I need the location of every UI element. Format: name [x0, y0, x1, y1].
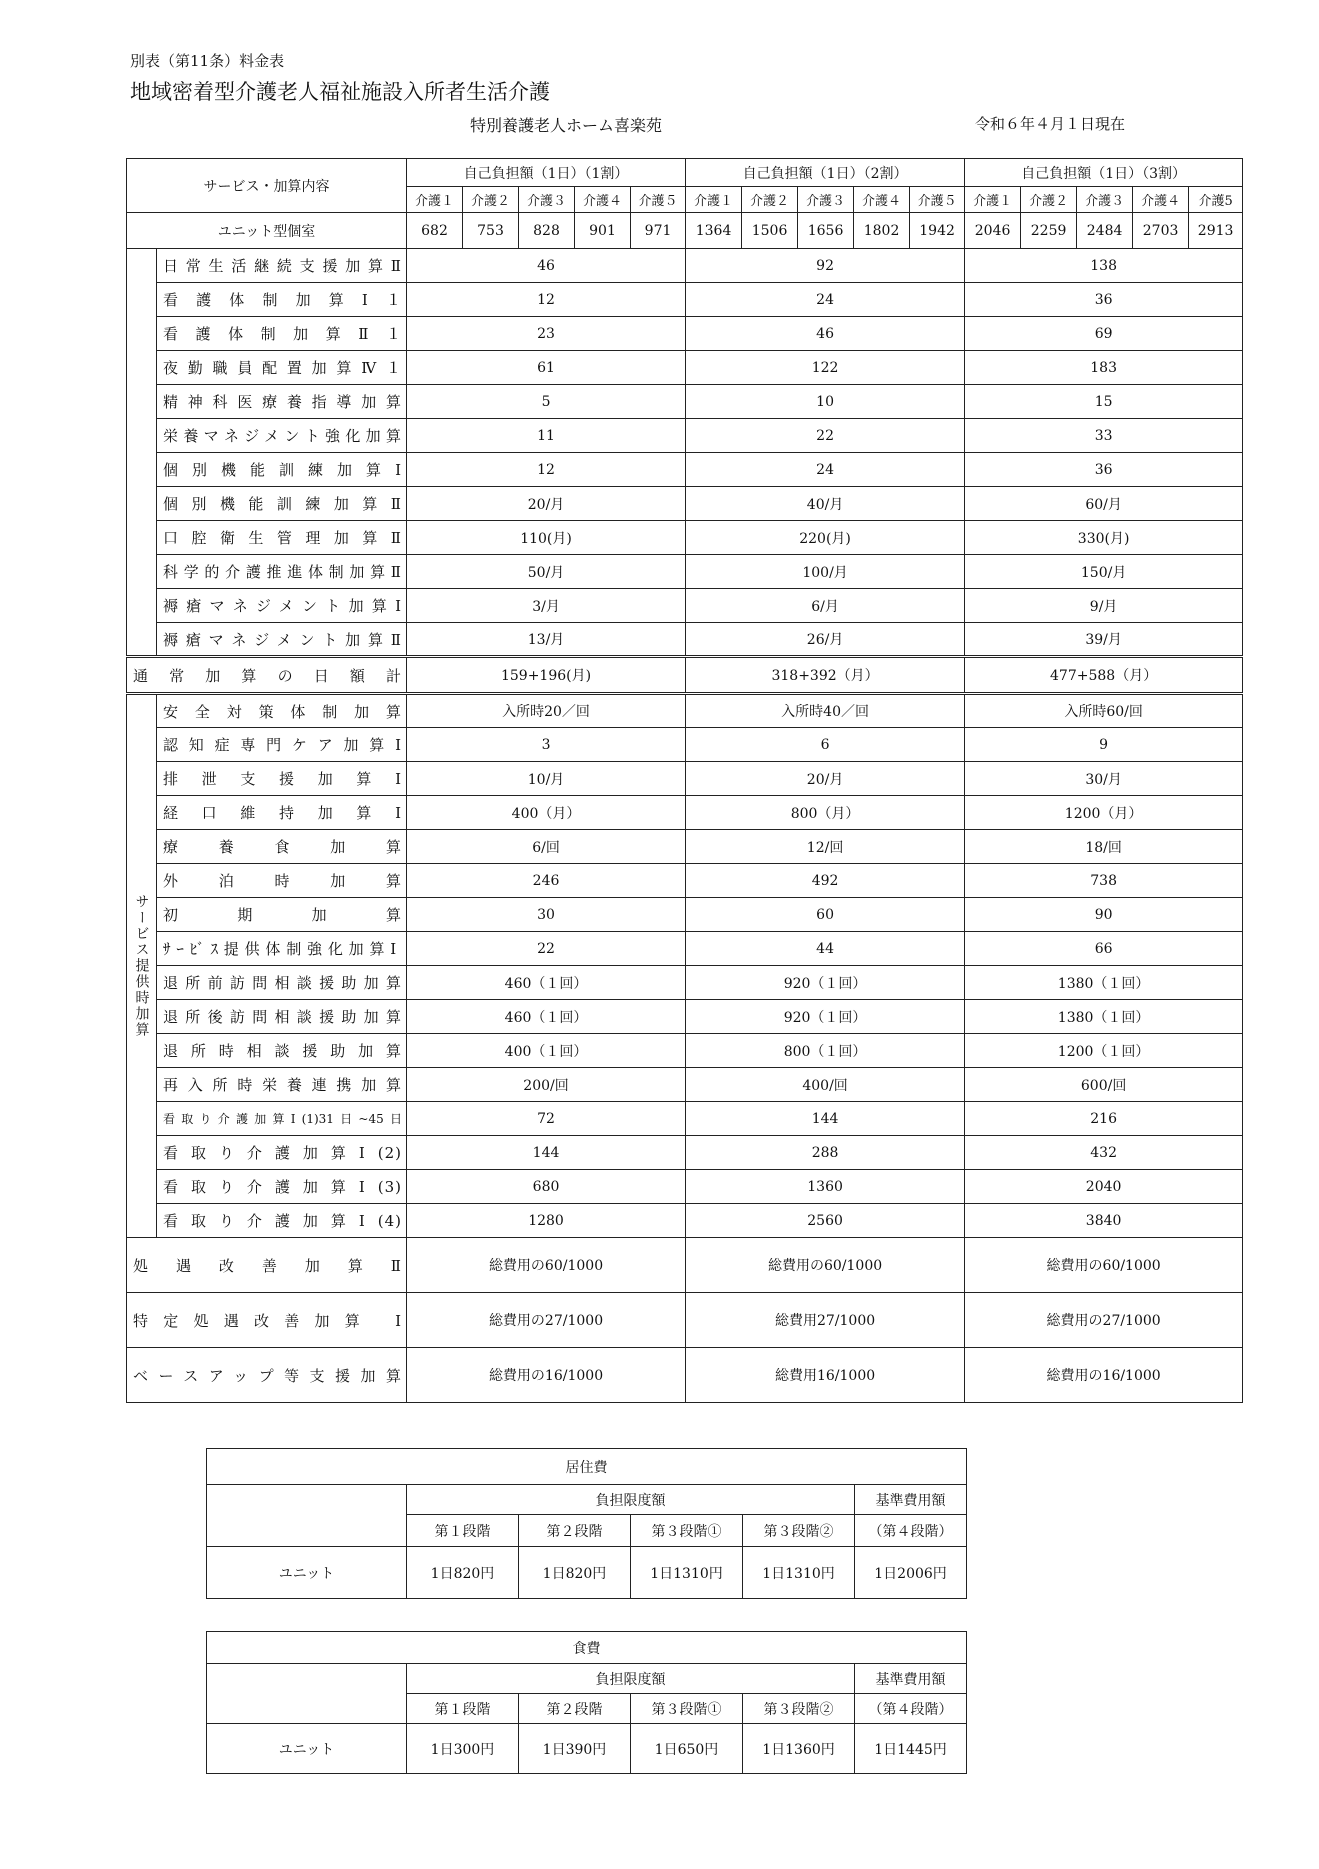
service-item-label: ｻｰﾋﾞｽ提供体制強化加算Ⅰ: [157, 932, 407, 966]
service-item-value: 3840: [965, 1204, 1243, 1238]
service-item-label: 看取り介護加算Ⅰ(1)31日~45日: [157, 1102, 407, 1136]
daily-item-label: 口腔衛生管理加算Ⅱ: [157, 521, 407, 555]
copay-group-header: 自己負担額（1日）（3割）: [965, 159, 1243, 187]
food-value: 1日1445円: [855, 1724, 967, 1774]
daily-item-value: 5: [407, 385, 686, 419]
service-item-value: 920（１回）: [686, 1000, 965, 1034]
daily-item-value: 150/月: [965, 555, 1243, 589]
food-stage: 第２段階: [519, 1694, 631, 1724]
unit-room-value: 901: [575, 213, 631, 249]
residence-value: 1日1310円: [743, 1547, 855, 1599]
unit-room-value: 1364: [686, 213, 742, 249]
unit-room-value: 2913: [1189, 213, 1243, 249]
daily-total-value: 477+588（月）: [965, 657, 1243, 694]
service-item-value: 400（１回）: [407, 1034, 686, 1068]
service-item-value: 460（１回）: [407, 1000, 686, 1034]
service-item-value: 1200（月）: [965, 796, 1243, 830]
service-header: サービス・加算内容: [127, 159, 407, 213]
unit-room-label: ユニット型個室: [127, 213, 407, 249]
residence-value: 1日820円: [519, 1547, 631, 1599]
service-item-value: 432: [965, 1136, 1243, 1170]
daily-item-label: 科学的介護推進体制加算Ⅱ: [157, 555, 407, 589]
service-item-value: 3: [407, 728, 686, 762]
service-item-value: 2040: [965, 1170, 1243, 1204]
daily-item-value: 13/月: [407, 623, 686, 657]
daily-item-value: 100/月: [686, 555, 965, 589]
service-item-label: 経口維持加算Ⅰ: [157, 796, 407, 830]
daily-item-value: 23: [407, 317, 686, 351]
daily-item-label: 看護体制加算Ⅱ１: [157, 317, 407, 351]
service-item-value: 2560: [686, 1204, 965, 1238]
daily-item-label: 日常生活継続支援加算Ⅱ: [157, 249, 407, 283]
daily-item-value: 92: [686, 249, 965, 283]
annex-note: 別表（第11条）料金表: [130, 52, 285, 70]
daily-item-value: 12: [407, 283, 686, 317]
service-item-value: 600/回: [965, 1068, 1243, 1102]
daily-item-label: 夜勤職員配置加算Ⅳ１: [157, 351, 407, 385]
unit-room-value: 2046: [965, 213, 1021, 249]
care-level-header: 介護5: [1189, 187, 1243, 213]
unit-room-value: 1656: [798, 213, 854, 249]
residence-stage: 第２段階: [519, 1515, 631, 1547]
unit-room-value: 753: [463, 213, 519, 249]
unit-room-value: 2703: [1133, 213, 1189, 249]
care-level-header: 介護２: [742, 187, 798, 213]
care-level-header: 介護１: [965, 187, 1021, 213]
service-item-value: 44: [686, 932, 965, 966]
daily-total-value: 318+392（月）: [686, 657, 965, 694]
daily-item-value: 40/月: [686, 487, 965, 521]
residence-stage: 第３段階②: [743, 1515, 855, 1547]
daily-item-value: 3/月: [407, 589, 686, 623]
improvement-item-value: 総費用の60/1000: [407, 1238, 686, 1293]
residence-stage: 第１段階: [407, 1515, 519, 1547]
care-level-header: 介護３: [519, 187, 575, 213]
food-stage: 第１段階: [407, 1694, 519, 1724]
service-item-value: 30: [407, 898, 686, 932]
service-item-value: 144: [686, 1102, 965, 1136]
service-item-value: 1360: [686, 1170, 965, 1204]
food-value: 1日650円: [631, 1724, 743, 1774]
daily-item-value: 12: [407, 453, 686, 487]
document-title: 地域密着型介護老人福祉施設入所者生活介護: [130, 80, 550, 104]
daily-item-value: 183: [965, 351, 1243, 385]
service-item-value: 800（１回）: [686, 1034, 965, 1068]
service-item-value: 738: [965, 864, 1243, 898]
daily-item-value: 330(月): [965, 521, 1243, 555]
daily-item-value: 61: [407, 351, 686, 385]
improvement-item-value: 総費用の16/1000: [407, 1348, 686, 1403]
daily-item-label: 個別機能訓練加算Ⅱ: [157, 487, 407, 521]
food-limit-header: 負担限度額: [407, 1664, 855, 1694]
care-level-header: 介護５: [910, 187, 965, 213]
service-item-label: 看取り介護加算Ⅰ(4): [157, 1204, 407, 1238]
food-value: 1日1360円: [743, 1724, 855, 1774]
food-title: 食費: [207, 1632, 967, 1664]
care-level-header: 介護４: [1133, 187, 1189, 213]
service-item-value: 1380（１回）: [965, 1000, 1243, 1034]
unit-room-value: 1942: [910, 213, 965, 249]
service-item-value: 30/月: [965, 762, 1243, 796]
food-cost-table: [206, 1631, 967, 1774]
unit-room-value: 828: [519, 213, 575, 249]
daily-item-value: 50/月: [407, 555, 686, 589]
service-item-value: 920（１回）: [686, 966, 965, 1000]
service-item-value: 400（月）: [407, 796, 686, 830]
service-item-value: 10/月: [407, 762, 686, 796]
daily-item-value: 24: [686, 283, 965, 317]
daily-item-value: 24: [686, 453, 965, 487]
service-item-value: 460（１回）: [407, 966, 686, 1000]
service-item-value: 20/月: [686, 762, 965, 796]
daily-item-label: 褥瘡マネジメント加算Ⅰ: [157, 589, 407, 623]
service-item-value: 72: [407, 1102, 686, 1136]
improvement-item-value: 総費用の16/1000: [965, 1348, 1243, 1403]
daily-item-label: 精神科医療養指導加算: [157, 385, 407, 419]
service-item-value: 680: [407, 1170, 686, 1204]
daily-item-value: 60/月: [965, 487, 1243, 521]
copay-group-header: 自己負担額（1日）（1割）: [407, 159, 686, 187]
improvement-item-label: 特定処遇改善加算 Ⅰ: [127, 1293, 407, 1348]
food-blank-cell: [207, 1664, 407, 1724]
copay-group-header: 自己負担額（1日）（2割）: [686, 159, 965, 187]
food-row-label: ユニット: [207, 1724, 407, 1774]
daily-item-value: 11: [407, 419, 686, 453]
service-item-value: 6/回: [407, 830, 686, 864]
residence-value: 1日2006円: [855, 1547, 967, 1599]
service-item-label: 退所前訪問相談援助加算: [157, 966, 407, 1000]
service-item-label: 外泊時加算: [157, 864, 407, 898]
daily-item-value: 9/月: [965, 589, 1243, 623]
daily-group-blank: [127, 249, 157, 657]
service-item-value: 66: [965, 932, 1243, 966]
fee-table: [126, 158, 1243, 1403]
service-item-value: 12/回: [686, 830, 965, 864]
residence-title: 居住費: [207, 1449, 967, 1485]
service-item-label: 安全対策体制加算: [157, 694, 407, 728]
care-level-header: 介護１: [407, 187, 463, 213]
care-level-header: 介護２: [1021, 187, 1077, 213]
care-level-header: 介護４: [854, 187, 910, 213]
residence-value: 1日1310円: [631, 1547, 743, 1599]
improvement-item-label: 処遇改善加算Ⅱ: [127, 1238, 407, 1293]
effective-date: 令和６年４月１日現在: [975, 115, 1126, 133]
food-stage: 第３段階①: [631, 1694, 743, 1724]
daily-item-value: 69: [965, 317, 1243, 351]
unit-room-value: 2484: [1077, 213, 1133, 249]
residence-stage: （第４段階）: [855, 1515, 967, 1547]
service-item-value: 144: [407, 1136, 686, 1170]
improvement-item-label: ベースアップ等支援加算: [127, 1348, 407, 1403]
improvement-item-value: 総費用の60/1000: [686, 1238, 965, 1293]
daily-item-label: 栄養マネジメント強化加算: [157, 419, 407, 453]
residence-standard-header: 基準費用額: [855, 1485, 967, 1515]
service-item-label: 再入所時栄養連携加算: [157, 1068, 407, 1102]
residence-cost-table: [206, 1448, 967, 1599]
service-item-value: 1380（１回）: [965, 966, 1243, 1000]
food-value: 1日300円: [407, 1724, 519, 1774]
care-level-header: 介護５: [631, 187, 686, 213]
daily-item-value: 26/月: [686, 623, 965, 657]
service-item-value: 入所時20／回: [407, 694, 686, 728]
daily-total-value: 159+196(月): [407, 657, 686, 694]
unit-room-value: 1506: [742, 213, 798, 249]
improvement-item-value: 総費用27/1000: [686, 1293, 965, 1348]
residence-value: 1日820円: [407, 1547, 519, 1599]
service-item-value: 6: [686, 728, 965, 762]
food-value: 1日390円: [519, 1724, 631, 1774]
service-item-value: 216: [965, 1102, 1243, 1136]
daily-item-value: 110(月): [407, 521, 686, 555]
service-item-value: 800（月）: [686, 796, 965, 830]
service-item-value: 22: [407, 932, 686, 966]
daily-item-value: 6/月: [686, 589, 965, 623]
unit-room-value: 971: [631, 213, 686, 249]
unit-room-value: 2259: [1021, 213, 1077, 249]
food-standard-header: 基準費用額: [855, 1664, 967, 1694]
care-level-header: 介護１: [686, 187, 742, 213]
daily-item-value: 10: [686, 385, 965, 419]
residence-row-label: ユニット: [207, 1547, 407, 1599]
daily-item-value: 220(月): [686, 521, 965, 555]
daily-item-value: 22: [686, 419, 965, 453]
service-item-label: 退所時相談援助加算: [157, 1034, 407, 1068]
food-stage: 第３段階②: [743, 1694, 855, 1724]
daily-item-label: 褥瘡マネジメント加算Ⅱ: [157, 623, 407, 657]
service-item-value: 1280: [407, 1204, 686, 1238]
service-item-label: 認知症専門ケア加算Ⅰ: [157, 728, 407, 762]
care-level-header: 介護３: [1077, 187, 1133, 213]
service-item-value: 246: [407, 864, 686, 898]
improvement-item-value: 総費用の27/1000: [407, 1293, 686, 1348]
daily-item-label: 看護体制加算Ⅰ１: [157, 283, 407, 317]
daily-item-value: 46: [407, 249, 686, 283]
service-item-label: 初期加算: [157, 898, 407, 932]
daily-item-value: 46: [686, 317, 965, 351]
unit-room-value: 1802: [854, 213, 910, 249]
daily-item-value: 36: [965, 283, 1243, 317]
service-item-value: 1200（１回）: [965, 1034, 1243, 1068]
care-level-header: 介護２: [463, 187, 519, 213]
service-item-value: 90: [965, 898, 1243, 932]
service-item-value: 400/回: [686, 1068, 965, 1102]
daily-item-value: 15: [965, 385, 1243, 419]
service-item-label: 看取り介護加算Ⅰ(2): [157, 1136, 407, 1170]
residence-limit-header: 負担限度額: [407, 1485, 855, 1515]
service-item-value: 492: [686, 864, 965, 898]
service-item-label: 看取り介護加算Ⅰ(3): [157, 1170, 407, 1204]
improvement-item-value: 総費用の27/1000: [965, 1293, 1243, 1348]
service-item-value: 60: [686, 898, 965, 932]
daily-item-value: 36: [965, 453, 1243, 487]
service-item-value: 入所時60/回: [965, 694, 1243, 728]
residence-stage: 第３段階①: [631, 1515, 743, 1547]
daily-item-value: 122: [686, 351, 965, 385]
service-item-value: 9: [965, 728, 1243, 762]
daily-item-value: 33: [965, 419, 1243, 453]
unit-room-value: 682: [407, 213, 463, 249]
food-stage: （第４段階）: [855, 1694, 967, 1724]
care-level-header: 介護３: [798, 187, 854, 213]
service-item-value: 288: [686, 1136, 965, 1170]
service-item-value: 18/回: [965, 830, 1243, 864]
daily-item-label: 個別機能訓練加算Ⅰ: [157, 453, 407, 487]
daily-item-value: 20/月: [407, 487, 686, 521]
service-item-label: 排泄支援加算Ⅰ: [157, 762, 407, 796]
facility-name: 特別養護老人ホーム喜楽苑: [470, 116, 663, 135]
care-level-header: 介護４: [575, 187, 631, 213]
improvement-item-value: 総費用の60/1000: [965, 1238, 1243, 1293]
daily-item-value: 39/月: [965, 623, 1243, 657]
service-item-value: 入所時40／回: [686, 694, 965, 728]
daily-item-value: 138: [965, 249, 1243, 283]
service-item-label: 退所後訪問相談援助加算: [157, 1000, 407, 1034]
improvement-item-value: 総費用16/1000: [686, 1348, 965, 1403]
service-item-value: 200/回: [407, 1068, 686, 1102]
residence-blank-cell: [207, 1485, 407, 1547]
service-item-label: 療養食加算: [157, 830, 407, 864]
daily-total-label: 通常加算の日額計: [127, 657, 407, 694]
service-group-label: サービス提供時加算: [127, 694, 157, 1238]
